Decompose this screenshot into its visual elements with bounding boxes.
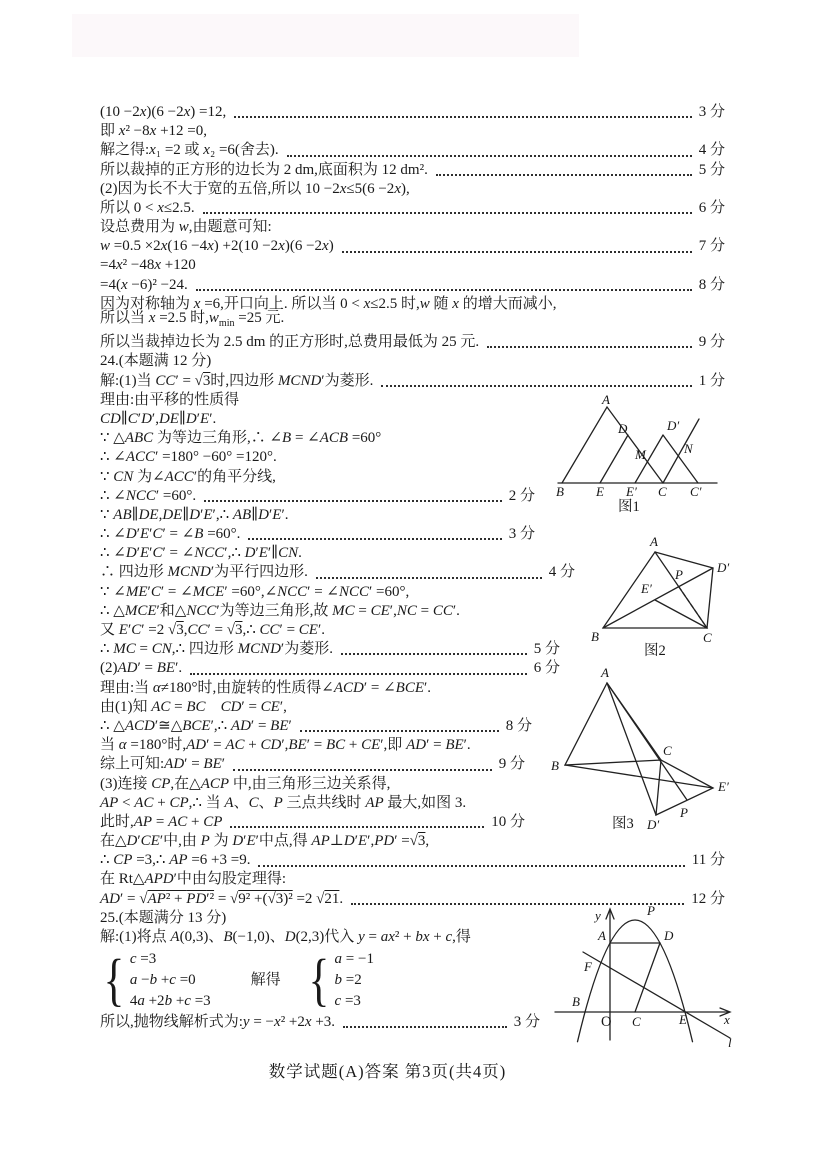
figure-2-rotation-quadrilateral	[560, 530, 760, 660]
dotted-leader	[436, 174, 692, 176]
solution-line	[100, 372, 725, 391]
line-text: 因为对称轴为 x =6,开口向上. 所以当 0 < x≤2.5 时,w 随 x 的增大而减小,	[100, 295, 557, 312]
figure-point-label: C	[703, 630, 712, 645]
line-text: 理由:当 α≠180°时,由旋转的性质得∠ACD′ = ∠BCE′.	[100, 679, 432, 696]
line-text: 此时,AP = AC + CP	[100, 813, 223, 830]
line-text: =4x² −48x +120	[100, 257, 196, 274]
solution-line	[100, 237, 725, 256]
score-mark: 10 分	[491, 813, 525, 830]
line-text: ∵ ∠ME′C′ = ∠MCE′ =60°,∠NCC′ = ∠NCC′ =60°,	[100, 583, 410, 600]
figure-parabola	[545, 895, 815, 1065]
dotted-leader	[234, 116, 692, 118]
solution-line	[100, 525, 535, 544]
solution-line	[100, 487, 535, 506]
figure-point-label: E′	[718, 779, 729, 794]
equation: c =3	[334, 992, 361, 1009]
solution-line	[100, 141, 725, 160]
figure-caption: 图2	[644, 643, 666, 659]
equation: a −b +c =0	[129, 971, 196, 988]
dotted-leader	[381, 385, 691, 387]
solution-line	[100, 103, 725, 122]
figure-point-label: C	[658, 484, 667, 499]
line-text: 理由:由平移的性质得	[100, 391, 240, 408]
solution-line	[100, 871, 725, 890]
score-mark: 9 分	[498, 756, 525, 773]
figure-point-label: B	[551, 758, 559, 773]
dotted-leader	[342, 251, 692, 253]
line-text: 24.(本题满 12 分)	[100, 353, 212, 370]
figure-point-label: M	[635, 447, 646, 462]
solution-line	[100, 813, 525, 832]
solution-line	[100, 851, 725, 870]
solution-line	[100, 352, 725, 371]
score-mark: 6 分	[533, 660, 560, 677]
score-mark: 4 分	[548, 564, 575, 581]
figure-point-label: B	[591, 629, 599, 644]
dotted-leader	[203, 212, 692, 214]
figure-caption: 图1	[618, 499, 640, 515]
solution-line	[100, 564, 575, 583]
score-mark: 12 分	[691, 890, 725, 907]
figure-point-label: D	[664, 928, 674, 943]
dotted-leader	[190, 673, 527, 675]
line-text: 在△D′CE′中,由 P 为 D′E′中点,得 AP⊥D′E′,PD′ =√3,	[100, 833, 430, 850]
solution-line	[100, 755, 525, 774]
figure-point-label: E′	[641, 581, 652, 596]
score-mark: 3 分	[513, 1014, 540, 1031]
line-text: 所以 0 < x≤2.5.	[100, 199, 195, 216]
figure-point-label: E	[679, 1012, 687, 1027]
figure-point-label: x	[724, 1012, 730, 1027]
score-mark: 1 分	[698, 372, 725, 389]
solution-line	[100, 640, 560, 659]
equation: 4a +2b +c =3	[129, 992, 211, 1009]
line-text: 当 α =180°时,AD′ = AC + CD′,BE′ = BC + CE′,即 AD′ = BE′.	[100, 737, 471, 754]
system-given	[100, 949, 211, 1012]
figure-point-label: P	[675, 567, 683, 582]
dotted-leader	[233, 769, 492, 771]
figure-point-label: C	[663, 743, 672, 758]
line-text: ∴ ∠NCC′ =60°.	[100, 487, 197, 504]
dotted-leader	[248, 538, 501, 540]
line-text: (3)连接 CP,在△ACP 中,由三角形三边关系得,	[100, 775, 391, 792]
figure-point-label: P	[680, 805, 688, 820]
equation: b =2	[334, 971, 362, 988]
solution-line	[100, 180, 725, 199]
score-mark: 8 分	[505, 717, 532, 734]
solution-line	[100, 276, 725, 295]
dotted-leader	[341, 653, 527, 655]
figure-point-label: D′	[717, 560, 730, 575]
line-text: 25.(本题满分 13 分)	[100, 909, 227, 926]
solution-line	[100, 161, 725, 180]
line-text: =4(x −6)² −24.	[100, 276, 188, 293]
figure-point-label: E	[596, 484, 604, 499]
figure-1-translation-triangles	[550, 393, 725, 518]
solution-line	[100, 1013, 540, 1032]
dotted-leader	[287, 155, 692, 157]
dotted-leader	[258, 865, 684, 867]
score-mark: 5 分	[698, 161, 725, 178]
dotted-leader	[487, 346, 692, 348]
figure-point-label: D	[618, 421, 628, 436]
figure-caption: O	[601, 1014, 612, 1030]
figure-point-label: C	[632, 1014, 641, 1029]
solve-label: 解得	[250, 971, 281, 988]
line-text: 解之得:x₁ =2 或 x₂ =6(舍去).	[100, 142, 279, 159]
line-text: (2)因为长不大于宽的五倍,所以 10 −2x≤5(6 −2x),	[100, 180, 410, 197]
figure-point-label: B	[556, 484, 564, 499]
line-text: ∵ AB∥DE,DE∥D′E′,∴ AB∥D′E′.	[100, 506, 289, 523]
solution-line	[100, 218, 725, 237]
solution-line	[100, 199, 725, 218]
line-text: ∵ △ABC 为等边三角形,∴ ∠B = ∠ACB =60°	[100, 430, 382, 447]
score-mark: 4 分	[698, 142, 725, 159]
line-text: ∴ MC = CN,∴ 四边形 MCND′为菱形.	[100, 641, 333, 658]
equation: a = −1	[334, 950, 374, 967]
line-text: ∴ CP =3,∴ AP =6 +3 =9.	[100, 852, 251, 869]
score-mark: 9 分	[698, 334, 725, 351]
solution-line	[100, 832, 725, 851]
score-mark: 3 分	[698, 103, 725, 120]
brace-glyph: {	[308, 947, 330, 1013]
line-text: 即 x² −8x +12 =0,	[100, 123, 207, 140]
figure-point-label: A	[601, 665, 609, 680]
figure-point-label: A	[602, 393, 610, 407]
figure-point-label: D′	[667, 418, 680, 433]
figure-point-label: l	[728, 1035, 732, 1050]
line-text: CD∥C′D′,DE∥D′E′.	[100, 410, 217, 427]
figure-point-label: B	[572, 994, 580, 1009]
figure-point-label: A	[598, 928, 606, 943]
line-text: AP < AC + CP,∴ 当 A、C、P 三点共线时 AP 最大,如图 3.	[100, 794, 467, 811]
line-text: ∴ △MCE′和△NCC′为等边三角形,故 MC = CE′,NC = CC′.	[100, 602, 460, 619]
line-text: 所以裁掉的正方形的边长为 2 dm,底面积为 12 dm².	[100, 161, 428, 178]
score-mark: 6 分	[698, 199, 725, 216]
line-text: w =0.5 ×2x(16 −4x) +2(10 −2x)(6 −2x)	[100, 238, 334, 255]
line-text: ∵ CN 为∠ACC′的角平分线,	[100, 468, 276, 485]
solution-line	[100, 257, 725, 276]
line-text: 在 Rt△APD′中由勾股定理得:	[100, 871, 287, 888]
solution-line	[100, 659, 560, 678]
figure-point-label: P	[647, 903, 655, 918]
line-text: 解:(1)当 CC′ = √3时,四边形 MCND′为菱形.	[100, 372, 374, 389]
dotted-leader	[343, 1026, 507, 1028]
scan-artifact-blur	[72, 14, 579, 57]
dotted-leader	[230, 826, 484, 828]
brace-glyph: {	[103, 947, 125, 1013]
line-text: (10 −2x)(6 −2x) =12,	[100, 103, 227, 120]
page-footer: 数学试题(A)答案 第3页(共4页)	[268, 1062, 507, 1081]
figure-point-label: D′	[647, 817, 660, 832]
score-mark: 8 分	[698, 276, 725, 293]
line-text: ∴ ∠D′E′C′ = ∠B =60°.	[100, 526, 241, 543]
figure-caption: 图3	[612, 816, 634, 832]
line-text: 所以当裁掉边长为 2.5 dm 的正方形时,总费用最低为 25 元.	[100, 334, 480, 351]
figure-3-collinear-triangle	[540, 660, 810, 835]
solution-line	[100, 310, 725, 333]
figure-point-label: E′	[626, 484, 637, 499]
line-text: ∴ ∠ACC′ =180° −60° =120°.	[100, 449, 277, 466]
score-mark: 2 分	[508, 487, 535, 504]
equation: c =3	[129, 950, 157, 967]
figure-point-label: A	[650, 534, 658, 549]
line-text: 由(1)知 AC = BC CD′ = CE′,	[100, 698, 287, 715]
figure-point-label: N	[684, 441, 693, 456]
line-text: 解:(1)将点 A(0,3)、B(−1,0)、D(2,3)代入 y = ax² + bx + c,得	[100, 929, 471, 946]
line-text: ∴ ∠D′E′C′ = ∠NCC′,∴ D′E′∥CN.	[100, 545, 302, 562]
line-text: 所以,抛物线解析式为:y = −x² +2x +3.	[100, 1014, 336, 1031]
line-text: 综上可知:AD′ = BE′	[100, 756, 226, 773]
line-text: (2)AD′ = BE′.	[100, 660, 183, 677]
line-text: ∴ △ACD′≅△BCE′,∴ AD′ = BE′	[100, 717, 292, 734]
score-mark: 11 分	[691, 852, 725, 869]
line-text: ∴ 四边形 MCND′为平行四边形.	[100, 564, 308, 581]
figure-point-label: F	[584, 959, 592, 974]
dotted-leader	[316, 577, 542, 579]
line-text: 所以当 x =2.5 时$,w_{min} =25$ 元.	[100, 310, 285, 330]
score-mark: 5 分	[533, 641, 560, 658]
dotted-leader	[196, 289, 692, 291]
line-text: AD′ = √AP² + PD′² = √9² +(√3)² =2 √21.	[100, 890, 344, 907]
line-text: 设总费用为 w,由题意可知:	[100, 219, 272, 236]
solution-line	[100, 717, 532, 736]
score-mark: 7 分	[698, 238, 725, 255]
dotted-leader	[204, 500, 502, 502]
dotted-leader	[300, 730, 499, 732]
system-solution	[305, 949, 374, 1012]
figure-point-label: C′	[690, 484, 702, 499]
solution-line	[100, 333, 725, 352]
score-mark: 3 分	[508, 526, 535, 543]
line-text: 又 E′C′ =2 √3,CC′ = √3,∴ CC′ = CE′.	[100, 622, 325, 639]
solution-line	[100, 122, 725, 141]
figure-point-label: y	[595, 908, 601, 923]
